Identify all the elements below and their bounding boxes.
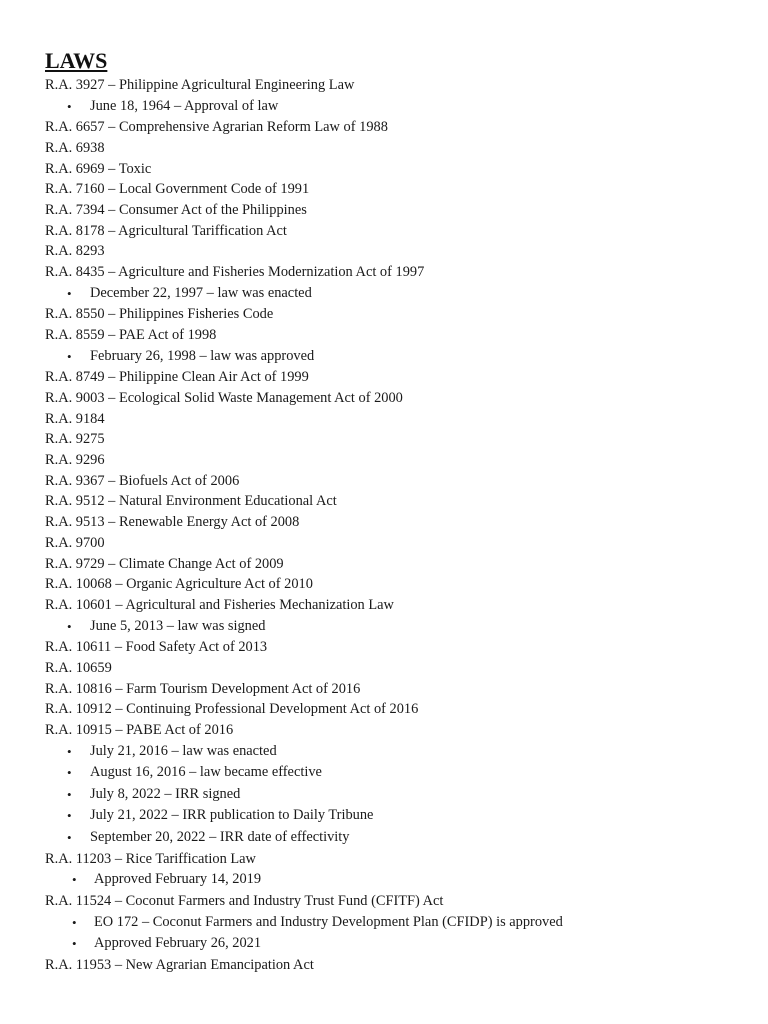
law-notes-list bbox=[45, 741, 748, 849]
law-note-text: Approved February 14, 2019 bbox=[94, 871, 262, 888]
law-list bbox=[45, 75, 748, 975]
law-note bbox=[45, 283, 748, 305]
law-note-text: July 21, 2022 – IRR publication to Daily Tribune bbox=[90, 807, 374, 824]
law-item: R.A. 11203 – Rice Tariffication Law bbox=[45, 850, 256, 867]
law-item: R.A. 8550 – Philippines Fisheries Code bbox=[45, 306, 274, 323]
law-notes-list bbox=[45, 346, 748, 368]
law-note-text: June 18, 1964 – Approval of law bbox=[90, 97, 279, 114]
law-item: R.A. 10068 – Organic Agriculture Act of 2010 bbox=[45, 576, 313, 593]
law-note bbox=[45, 827, 748, 849]
bullet-icon: • bbox=[67, 830, 72, 845]
law-note bbox=[45, 616, 748, 638]
page-title: LAWS bbox=[45, 48, 108, 73]
law-item: R.A. 9367 – Biofuels Act of 2006 bbox=[45, 472, 240, 489]
law-note-text: July 21, 2016 – law was enacted bbox=[90, 742, 277, 759]
bullet-icon: • bbox=[67, 348, 72, 364]
law-note bbox=[45, 869, 748, 891]
law-item: R.A. 9513 – Renewable Energy Act of 2008 bbox=[45, 514, 300, 531]
law-item: R.A. 11953 – New Agrarian Emancipation Act bbox=[45, 956, 314, 973]
law-item: R.A. 9275 bbox=[45, 431, 105, 448]
bullet-icon: • bbox=[67, 98, 72, 114]
law-note bbox=[45, 346, 748, 368]
law-item: R.A. 7394 – Consumer Act of the Philippines bbox=[45, 202, 307, 219]
law-note-text: September 20, 2022 – IRR date of effectivity bbox=[90, 829, 350, 845]
law-note-text: EO 172 – Coconut Farmers and Industry Development Plan (CFIDP) is approved bbox=[94, 913, 563, 930]
law-item: R.A. 6657 – Comprehensive Agrarian Reform Law of 1988 bbox=[45, 119, 388, 136]
law-item: R.A. 6938 bbox=[45, 139, 105, 156]
law-item: R.A. 7160 – Local Government Code of 1991 bbox=[45, 181, 310, 198]
law-item: R.A. 3927 – Philippine Agricultural Engineering Law bbox=[45, 77, 355, 93]
law-notes-list bbox=[45, 869, 748, 891]
bullet-icon: • bbox=[67, 743, 72, 759]
law-note-text: August 16, 2016 – law became effective bbox=[90, 764, 322, 781]
law-item: R.A. 9003 – Ecological Solid Waste Management Act of 2000 bbox=[45, 390, 403, 407]
law-item: R.A. 10601 – Agricultural and Fisheries Mechanization Law bbox=[45, 596, 394, 613]
bullet-icon: • bbox=[67, 618, 72, 634]
law-item: R.A. 10816 – Farm Tourism Development Act of 2016 bbox=[45, 680, 361, 697]
bullet-icon: • bbox=[67, 285, 72, 301]
law-item: R.A. 9296 bbox=[45, 452, 105, 469]
law-item: R.A. 9512 – Natural Environment Educational Act bbox=[45, 493, 337, 510]
law-item: R.A. 6969 – Toxic bbox=[45, 160, 152, 177]
law-note bbox=[45, 784, 748, 806]
law-item: R.A. 10611 – Food Safety Act of 2013 bbox=[45, 639, 268, 656]
law-notes-list bbox=[45, 283, 748, 305]
bullet-icon: • bbox=[72, 936, 77, 952]
law-item: R.A. 9700 bbox=[45, 534, 105, 551]
law-item: R.A. 10915 – PABE Act of 2016 bbox=[45, 721, 234, 738]
law-note-text: Approved February 26, 2021 bbox=[94, 935, 262, 952]
law-note-text: June 5, 2013 – law was signed bbox=[90, 617, 266, 634]
law-note bbox=[45, 741, 748, 763]
bullet-icon: • bbox=[72, 872, 77, 888]
bullet-icon: • bbox=[67, 808, 72, 824]
law-note-text: February 26, 1998 – law was approved bbox=[90, 347, 315, 364]
law-item: R.A. 8559 – PAE Act of 1998 bbox=[45, 327, 217, 344]
document-page bbox=[45, 48, 748, 975]
law-note bbox=[45, 762, 748, 784]
law-note bbox=[45, 805, 748, 827]
law-note bbox=[45, 912, 748, 934]
law-item: R.A. 9729 – Climate Change Act of 2009 bbox=[45, 555, 284, 572]
law-item: R.A. 10659 bbox=[45, 659, 112, 676]
law-notes-list bbox=[45, 96, 748, 118]
law-notes-list bbox=[45, 616, 748, 638]
law-note-text: July 8, 2022 – IRR signed bbox=[90, 785, 241, 802]
law-item: R.A. 10912 – Continuing Professional Development Act of 2016 bbox=[45, 701, 419, 718]
law-note bbox=[45, 96, 748, 118]
law-item: R.A. 8749 – Philippine Clean Air Act of 1999 bbox=[45, 369, 309, 386]
law-note bbox=[45, 933, 748, 955]
law-item: R.A. 8293 bbox=[45, 243, 105, 260]
law-item: R.A. 8178 – Agricultural Tariffication Act bbox=[45, 222, 287, 239]
bullet-icon: • bbox=[67, 765, 72, 781]
law-item: R.A. 11524 – Coconut Farmers and Industry Trust Fund (CFITF) Act bbox=[45, 892, 444, 909]
law-note-text: December 22, 1997 – law was enacted bbox=[90, 284, 312, 301]
bullet-icon: • bbox=[67, 786, 72, 802]
law-item: R.A. 9184 bbox=[45, 410, 105, 427]
law-notes-list bbox=[45, 912, 748, 955]
law-item: R.A. 8435 – Agriculture and Fisheries Modernization Act of 1997 bbox=[45, 264, 425, 281]
bullet-icon: • bbox=[72, 914, 77, 930]
